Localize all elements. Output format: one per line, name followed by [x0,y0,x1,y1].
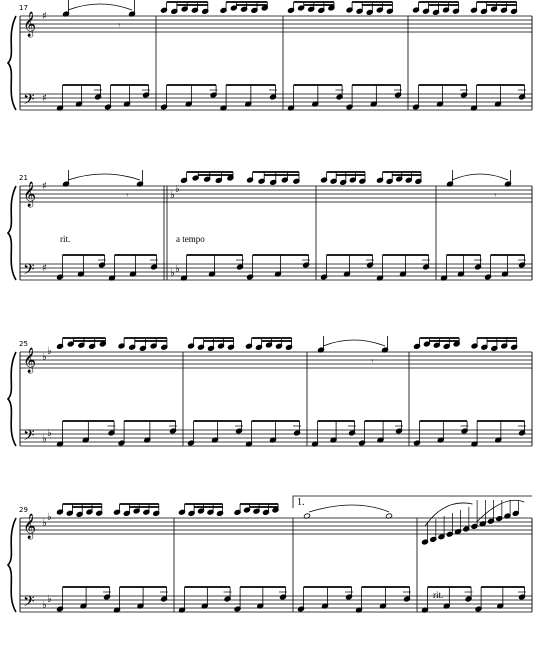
eighth-rest: 𝄾 [118,21,121,31]
flat-sign: ♭ [47,428,52,439]
sharp-sign: ♯ [42,263,47,274]
expression-marking: rit. [433,590,444,600]
tie [68,4,132,10]
flat-sign: ♭ [170,190,175,201]
bass-clef: 𝄢 [23,91,35,112]
brace [8,16,16,110]
flat-sign: ♭ [42,600,47,611]
tie [68,174,140,180]
system-2 [8,170,532,282]
brace [8,518,16,612]
brace [8,186,16,280]
bass-clef: 𝄢 [23,593,35,614]
tie [309,505,389,512]
sharp-sign: ♯ [42,11,47,22]
system-1 [8,0,532,112]
flat-sign: ♭ [170,268,175,279]
system-3 [8,336,532,448]
flat-sign: ♭ [42,352,47,363]
bass-clef: 𝄢 [23,261,35,282]
slur [425,503,473,526]
treble-clef: 𝄞 [23,514,37,539]
sharp-sign: ♯ [42,93,47,104]
eighth-rest: 𝄾 [371,357,374,367]
treble-clef: 𝄞 [23,348,37,373]
treble-clef: 𝄞 [23,12,37,37]
expression-marking: rit. [60,234,71,244]
brace [8,352,16,446]
flat-sign: ♭ [175,264,180,275]
measure-number: 25 [19,340,28,348]
flat-sign: ♭ [47,346,52,357]
eighth-rest: 𝄾 [126,191,129,201]
measure-number: 17 [19,4,28,12]
flat-sign: ♭ [42,518,47,529]
flat-sign: ♭ [47,594,52,605]
tie [323,340,385,346]
treble-clef: 𝄞 [23,182,37,207]
system-4 [8,496,532,614]
flat-sign: ♭ [175,184,180,195]
sharp-sign: ♯ [42,181,47,192]
expression-marking: a tempo [176,234,205,244]
measure-number: 21 [19,174,28,182]
tie [452,174,508,180]
measure-number: 29 [19,506,28,514]
flat-sign: ♭ [47,512,52,523]
eighth-rest: 𝄾 [494,191,497,201]
flat-sign: ♭ [42,434,47,445]
bass-clef: 𝄢 [23,427,35,448]
volta-label: 1. [297,497,305,508]
